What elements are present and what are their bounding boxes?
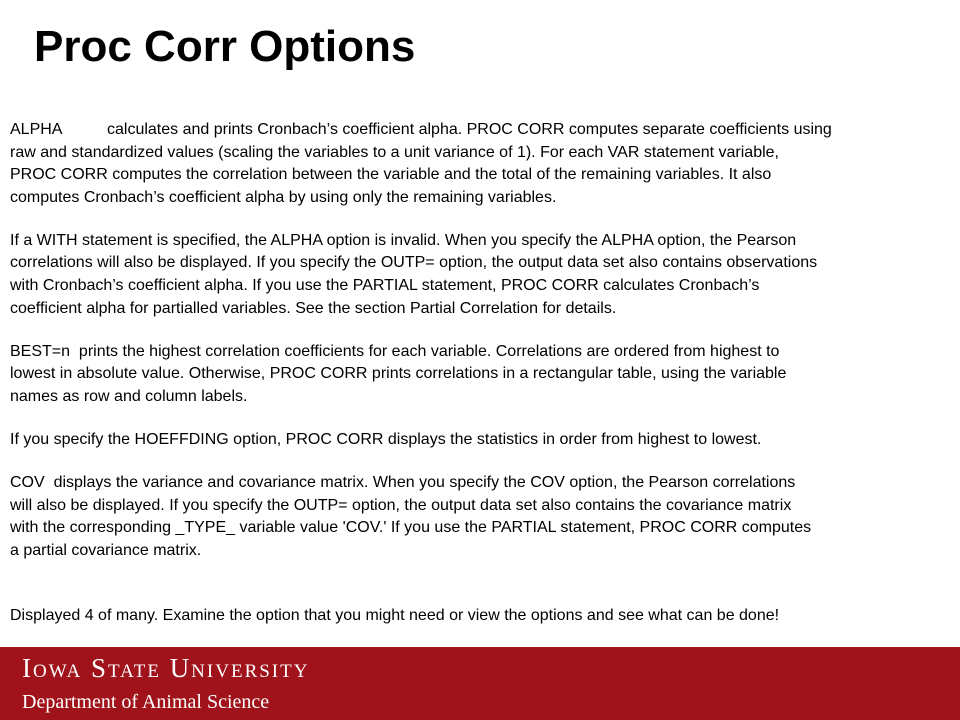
closing-line-1: Displayed 4 of many. Examine the option that you might need or view the options and see what can be done! [10, 606, 780, 624]
best-option-paragraph [10, 341, 955, 409]
department-name: Department of Animal Science [22, 691, 270, 713]
cov-line-1-text: displays the variance and covariance matrix. When you specify the COV option, the Pearson correlations [53, 474, 796, 492]
alpha-line-4: computes Cronbach’s coefficient alpha by using only the remaining variables. [10, 188, 557, 206]
with-line-4: coefficient alpha for partialled variables. See the section Partial Correlation for details. [10, 299, 617, 317]
best-line-2: lowest in absolute value. Otherwise, PROC CORR prints correlations in a rectangular table, using the variable [10, 365, 787, 383]
hoeffding-paragraph [10, 429, 955, 452]
university-footer-banner [0, 647, 960, 720]
best-line-1-text: prints the highest correlation coefficients for each variable. Correlations are ordered from highest to [78, 342, 780, 360]
closing-paragraph [10, 605, 955, 628]
alpha-option-paragraph [10, 119, 955, 209]
alpha-line-1 [10, 119, 955, 142]
with-line-3: with Cronbach’s coefficient alpha. If you use the PARTIAL statement, PROC CORR calculates Cronbach’s [10, 277, 760, 295]
cov-line-2: will also be displayed. If you specify the OUTP= option, the output data set also contains the covariance matrix [10, 496, 792, 514]
hoeffding-line-1: If you specify the HOEFFDING option, PROC CORR displays the statistics in order from highest to lowest. [10, 431, 762, 449]
with-line-2: correlations will also be displayed. If you specify the OUTP= option, the output data set also contains observations [10, 254, 818, 272]
cov-option-term: COV [10, 474, 45, 492]
with-statement-paragraph [10, 230, 955, 320]
cov-line-3: with the corresponding _TYPE_ variable value 'COV.' If you use the PARTIAL statement, PROC CORR computes [10, 519, 812, 537]
cov-line-1 [10, 472, 955, 495]
alpha-line-1-text: calculates and prints Cronbach’s coefficient alpha. PROC CORR computes separate coefficients using [107, 121, 832, 138]
slide-title: Proc Corr Options [34, 22, 416, 71]
best-line-3: names as row and column labels. [10, 387, 248, 405]
alpha-option-term: ALPHA [10, 121, 63, 138]
alpha-line-3: PROC CORR computes the correlation between the variable and the total of the remaining variables. It also [10, 166, 772, 184]
slide-body [10, 119, 955, 627]
university-wordmark: Iowa State University [22, 653, 310, 683]
cov-option-paragraph [10, 472, 955, 562]
cov-line-4: a partial covariance matrix. [10, 541, 202, 559]
alpha-line-2: raw and standardized values (scaling the variables to a unit variance of 1). For each VAR statement variable, [10, 143, 779, 161]
with-line-1: If a WITH statement is specified, the ALPHA option is invalid. When you specify the ALPHA option, the Pearson [10, 231, 797, 249]
best-option-term: BEST=n [10, 342, 71, 360]
best-line-1 [10, 341, 955, 364]
